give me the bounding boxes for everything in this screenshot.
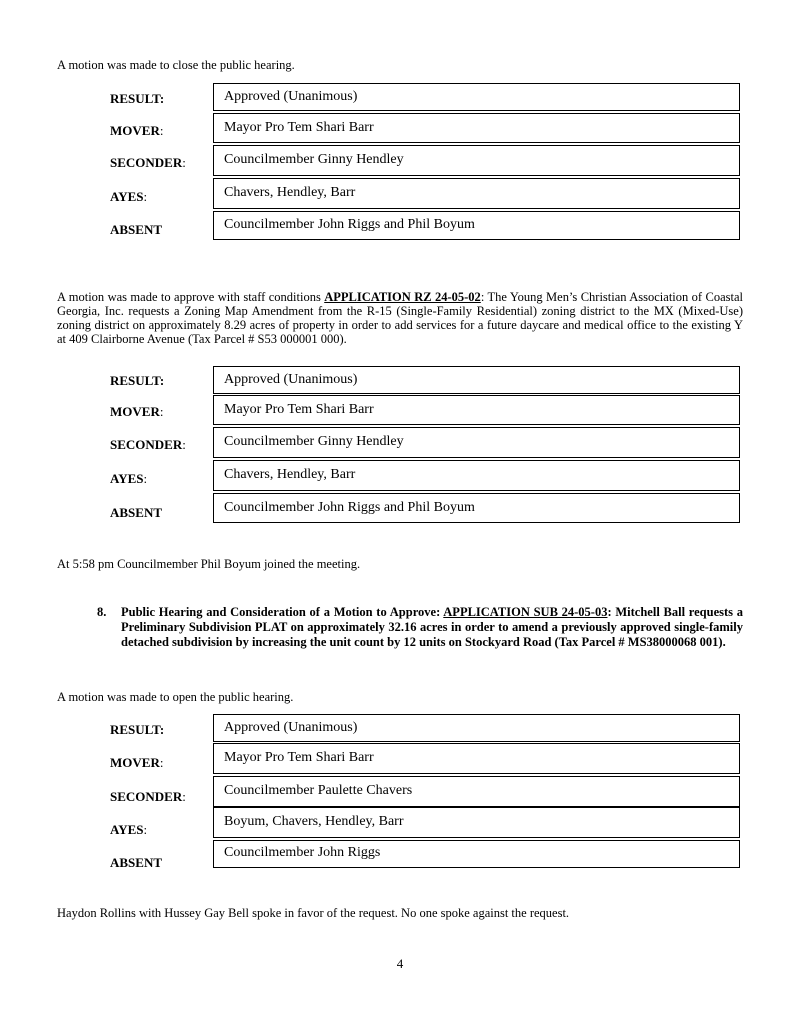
ayes-value: Chavers, Hendley, Barr <box>213 460 740 491</box>
ayes-label: AYES: <box>110 189 148 204</box>
mover-label: MOVER: <box>110 755 164 770</box>
ayes-label: AYES: <box>110 822 148 837</box>
motion-close-hearing-text: A motion was made to close the public hearing. <box>57 58 295 72</box>
application-sub-reference: APPLICATION SUB 24-05-03 <box>443 605 608 619</box>
seconder-value: Councilmember Ginny Hendley <box>213 145 740 176</box>
absent-label: ABSENT <box>110 505 163 520</box>
agenda-item-8 <box>97 605 743 650</box>
speaker-remarks-text: Haydon Rollins with Hussey Gay Bell spoke in favor of the request. No one spoke against the request. <box>57 906 570 920</box>
seconder-value: Councilmember Ginny Hendley <box>213 427 740 458</box>
application-rz-reference: APPLICATION RZ 24-05-02 <box>324 290 481 304</box>
ayes-value: Boyum, Chavers, Hendley, Barr <box>213 807 740 838</box>
mover-label: MOVER: <box>110 123 164 138</box>
mover-value: Mayor Pro Tem Shari Barr <box>213 113 740 143</box>
result-value: Approved (Unanimous) <box>213 366 740 394</box>
ayes-value: Chavers, Hendley, Barr <box>213 178 740 209</box>
absent-label: ABSENT <box>110 855 163 870</box>
seconder-label: SECONDER: <box>110 789 186 804</box>
page-number: 4 <box>396 956 404 971</box>
absent-label: ABSENT <box>110 222 163 237</box>
result-label: RESULT: <box>110 722 165 737</box>
mover-value: Mayor Pro Tem Shari Barr <box>213 395 740 425</box>
agenda-item-number: 8. <box>97 605 107 619</box>
agenda-item-heading: Public Hearing and Consideration of a Motion to Approve: APPLICATION SUB 24-05-03: Mitchell Ball requests a Preliminary Subdivision PLAT on approximately 32.16 acres in order to amend a previously approved single-family detached subdivision by increasing the unit count by 12 units on Stockyard Road (Tax Parcel # MS38000068 001). <box>121 605 743 649</box>
absent-value: Councilmember John Riggs and Phil Boyum <box>213 493 740 523</box>
seconder-label: SECONDER: <box>110 155 186 170</box>
absent-value: Councilmember John Riggs and Phil Boyum <box>213 211 740 240</box>
absent-value: Councilmember John Riggs <box>213 840 740 868</box>
seconder-label: SECONDER: <box>110 437 186 452</box>
seconder-value: Councilmember Paulette Chavers <box>213 776 740 807</box>
boyum-joined-note: At 5:58 pm Councilmember Phil Boyum joined the meeting. <box>57 557 361 571</box>
result-label: RESULT: <box>110 91 165 106</box>
motion-open-hearing-text: A motion was made to open the public hearing. <box>57 690 294 704</box>
mover-value: Mayor Pro Tem Shari Barr <box>213 743 740 774</box>
result-label: RESULT: <box>110 373 165 388</box>
mover-label: MOVER: <box>110 404 164 419</box>
ayes-label: AYES: <box>110 471 148 486</box>
result-value: Approved (Unanimous) <box>213 83 740 111</box>
motion-approve-rz-text: A motion was made to approve with staff conditions APPLICATION RZ 24-05-02: The Young Men’s Christian Association of Coastal Georgia, Inc. requests a Zoning Map Amendment from the R-15 (Single-Family Residential) zoning district to the MX (Mixed-Use) zoning district on approximately 8.29 acres of property in order to add services for a future daycare and medical office to the existing Y at 409 Clairborne Avenue (Tax Parcel # S53 000001 000). <box>57 290 743 346</box>
result-value: Approved (Unanimous) <box>213 714 740 742</box>
